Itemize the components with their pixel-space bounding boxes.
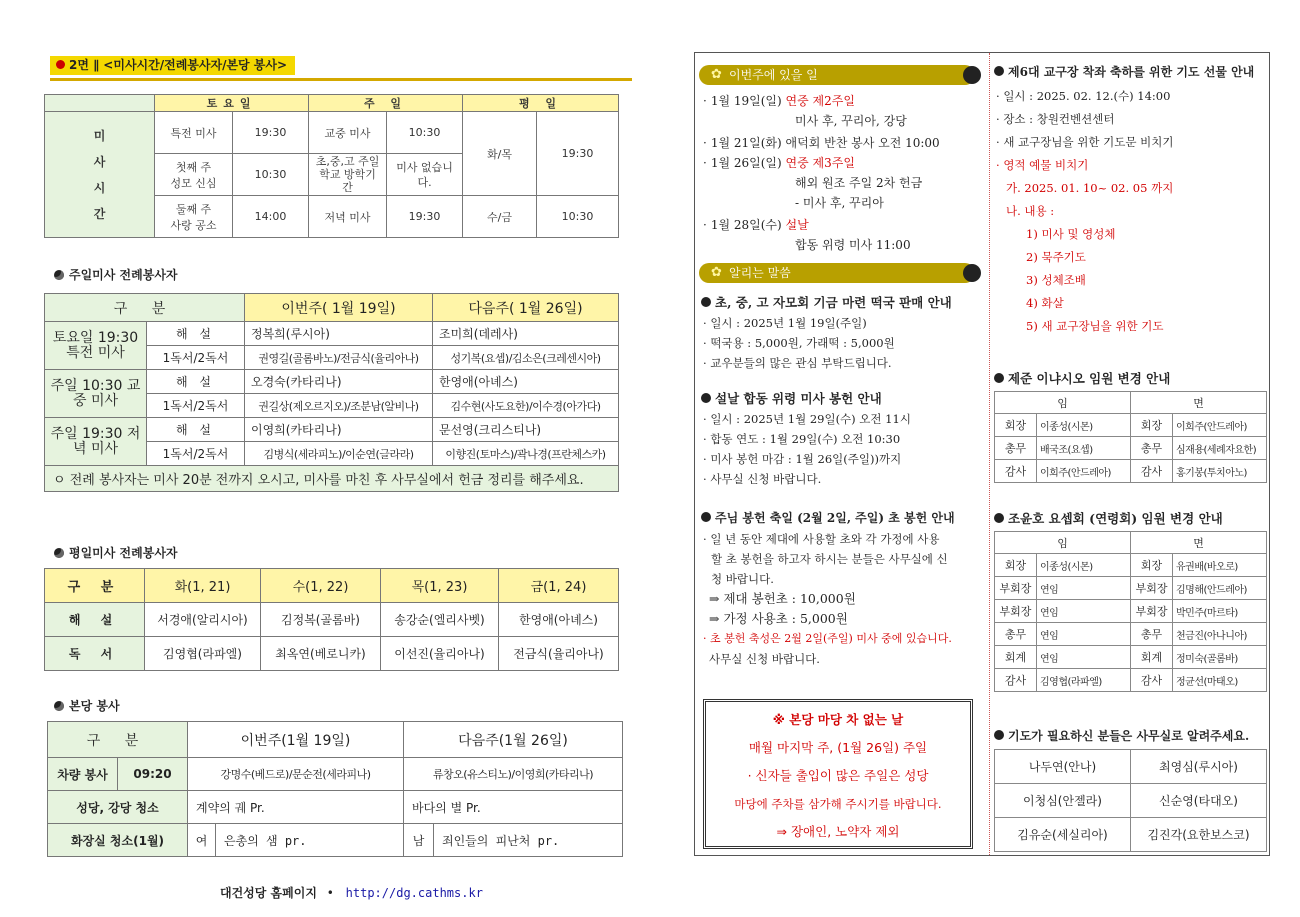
events-column [695,53,989,855]
sunday-servers-title: 주일미사 전례봉사자 [54,266,178,283]
group-label: 주일 10:30 교중 미사 [45,370,147,418]
server-next: 이향진(토마스)/곽나경(프란체스카) [433,442,619,466]
day-header: 목(1, 23) [381,569,499,603]
role: 해 설 [147,370,245,394]
sun-mass-time: 19:30 [387,196,463,238]
bullet-icon [994,513,1004,523]
bishop-prayer-title: 제6대 교구장 착좌 축하를 위한 기도 선물 안내 [994,63,1254,80]
bishop-prayer-body: · 일시 : 2025. 02. 12.(수) 14:00 · 장소 : 창원컨벤션센터 · 새 교구장님을 위한 기도문 비치기 · 영적 예물 비치기 가. 2025. 01. 10~ 02. 05 까지 나. 내용 : 1) 미사 및 영성체 2) 묵주기도 3) 성체조배 4) 화살 5) 새 교구장님을 위한 기도 [996,89,1174,333]
candle-title: 주님 봉헌 축일 (2월 2일, 주일) 초 봉헌 안내 [701,509,955,526]
bullet-icon [994,730,1004,740]
event-item: · 1월 19일(일) 연중 제2주일 미사 후, 꾸리아, 강당 [703,94,907,128]
sun-mass-time: 미사 없습니다. [387,154,463,196]
bullet-icon [54,548,64,558]
bullet-icon [701,512,711,522]
role: 해 설 [147,418,245,442]
women-team: 은총의 샘 pr. [216,824,404,857]
vehicle-next: 류창오(유스티노)/이영희(카타리나) [404,758,623,791]
server-next: 조미희(데레사) [433,322,619,346]
weekday-servers-title: 평일미사 전례봉사자 [54,544,178,561]
parish-service-table [47,721,623,857]
bullet-icon [54,270,64,280]
weekday-time: 10:30 [537,196,619,238]
this-week-header: 이번주( 1월 19일) [245,294,433,322]
page-tag: 2면 ∥ <미사시간/전례봉사자/본당 봉사> [50,56,295,75]
day-header: 화(1, 21) [145,569,261,603]
weekday-day: 수/금 [463,196,537,238]
announcements-column [989,53,1271,855]
server-next: 한영애(아녜스) [433,370,619,394]
server-this: 권영길(골롬바노)/전금식(율리아나) [245,346,433,370]
role: 1독서/2독서 [147,346,245,370]
sun-header: 주 일 [309,95,463,112]
server-name: 서경애(알리시아) [145,603,261,637]
bullet-icon [994,66,1004,76]
vehicle-this: 강명수(베드로)/문순전(세라피나) [188,758,404,791]
men-team: 죄인들의 피난처 pr. [434,824,623,857]
sun-mass-name: 초,중,고 주일학교 방학기간 [309,154,387,196]
group-label: 토요일 19:30 특전 미사 [45,322,147,370]
prayer-request-title: 기도가 필요하신 분들은 사무실로 알려주세요. [994,727,1249,744]
server-this: 김병식(세라피노)/이순연(글라라) [245,442,433,466]
sunday-servers-table [44,293,619,492]
row-label: 독 서 [45,637,145,671]
role: 1독서/2독서 [147,442,245,466]
weekday-time: 19:30 [537,112,619,196]
sat-mass-name: 둘째 주 사랑 공소 [155,196,233,238]
sun-mass-time: 10:30 [387,112,463,154]
server-name: 전금식(율리아나) [499,637,619,671]
sun-mass-name: 교중 미사 [309,112,387,154]
right-page [694,52,1270,856]
footer: 대건성당 홈페이지 • http://dg.cathms.kr [220,886,483,900]
header-rule [50,78,632,81]
server-this: 정복희(루시아) [245,322,433,346]
homepage-label: 대건성당 홈페이지 [220,886,317,900]
group-label: 주일 19:30 저녁 미사 [45,418,147,466]
event-item: · 1월 28일(수) 설날 합동 위령 미사 11:00 [703,218,911,252]
page-header [44,52,632,82]
joseph-table: 임 면 회장 이종성(시몬) 회장 유권배(바오로) 부회장 연임 부회장 김명해(안드레아) 부회장 연임 부회장 박민주(마르타) 총무 연임 총무 천금진(아나니아) 회계 연임 회계 정미숙(골롬바) 감사 김영협(라파엘) 감사 정균선(마태오) [994,531,1267,692]
bullet-icon [701,393,711,403]
server-name: 한영애(아녜스) [499,603,619,637]
server-name: 송강순(엘리사벳) [381,603,499,637]
red-dot-icon [56,60,65,69]
sat-mass-name: 첫째 주 성모 신심 [155,154,233,196]
sat-mass-name: 특전 미사 [155,112,233,154]
joseph-title: 조윤호 요셉회 (연령회) 임원 변경 안내 [994,509,1223,527]
server-this: 이영희(카타리나) [245,418,433,442]
server-this: 오경숙(카타리나) [245,370,433,394]
lunar-body: · 일시 : 2025년 1월 29일(수) 오전 11시 · 합동 연도 : 1월 29일(수) 오전 10:30 · 미사 봉헌 마감 : 1월 26일(주일))까지 · 사무실 신청 바랍니다. [703,412,911,486]
ricecake-body: · 일시 : 2025년 1월 19일(주일) · 떡국용 : 5,000원, 가래떡 : 5,000원 · 교우분들의 많은 관심 부탁드립니다. [703,316,895,370]
events-list [703,91,985,255]
next-week-header: 다음주(1월 26일) [404,722,623,758]
mass-times-side-label: 미 사 시 간 [45,112,155,238]
no-car-notice-box: ※ 본당 마당 차 없는 날 매월 마지막 주, (1월 26일) 주일 · 신자들 출입이 많은 주일은 성당 마당에 주차를 삼가해 주시기를 바랍니다. ⇒ 장애인, 노약자 제외 [703,699,973,849]
men-label: 남 [404,824,434,857]
ignatius-table: 임 면 회장 이종성(시몬) 회장 이희주(안드레아) 총무 배국조(요셉) 총무 심재용(세례자요한) 감사 이희주(안드레아) 감사 홍기봉(투치아노) [994,391,1267,483]
candle-body: · 일 년 동안 제대에 사용할 초와 각 가정에 사용 할 초 봉헌을 하고자 하시는 분들은 사무실에 신 청 바랍니다. ⇒ 제대 봉헌초 : 10,000원 ⇒ 가정 사용초 : 5,000원 · 초 봉헌 축성은 2월 2일(주일) 미사 중에 있습니다. 사무실 신청 바랍니다. [703,532,952,666]
server-next: 김수현(사도요한)/이수경(아가다) [433,394,619,418]
cleaning-this: 계약의 궤 Pr. [188,791,404,824]
mass-times-table [44,94,619,238]
left-page [44,52,632,848]
server-next: 성기복(요셉)/김소은(크레센시아) [433,346,619,370]
bullet-icon [54,701,64,711]
event-item: · 1월 26일(일) 연중 제3주일 해외 원조 주일 2차 헌금 - 미사 후, 꾸리아 [703,156,923,210]
flower-icon: ✿ [711,67,722,82]
this-week-events-banner: ✿ 이번주에 있을 일 [699,65,975,85]
lunar-title: 설날 합동 위령 미사 봉헌 안내 [701,389,882,407]
sun-mass-name: 저녁 미사 [309,196,387,238]
cleaning-next: 바다의 별 Pr. [404,791,623,824]
ignatius-title: 제준 이냐시오 임원 변경 안내 [994,369,1170,387]
server-name: 김정복(골롬바) [261,603,381,637]
role: 1독서/2독서 [147,394,245,418]
homepage-link[interactable]: http://dg.cathms.kr [345,886,483,900]
next-week-header: 다음주( 1월 26일) [433,294,619,322]
sat-mass-time: 19:30 [233,112,309,154]
prayer-request-table: 나두연(안나) 최영심(루시아) 이청심(안젤라) 신순영(타대오) 김유순(세실리아) 김진각(요한보스코) [994,749,1267,852]
server-name: 김영협(라파엘) [145,637,261,671]
notices-banner: ✿ 알리는 말씀 [699,263,975,283]
col-label: 구 분 [48,722,188,758]
col-label: 구 분 [45,569,145,603]
bullet-icon [994,373,1004,383]
this-week-header: 이번주(1월 19일) [188,722,404,758]
event-item: · 1월 21일(화) 애덕회 반찬 봉사 오전 10:00 [703,136,940,150]
weekday-day: 화/목 [463,112,537,196]
sat-header: 토요일 [155,95,309,112]
ricecake-title: 초, 중, 고 자모회 기금 마련 떡국 판매 안내 [701,293,952,311]
role: 해 설 [147,322,245,346]
server-name: 최옥연(베로니카) [261,637,381,671]
row-label: 해 설 [45,603,145,637]
weekday-servers-table [44,568,619,671]
sat-mass-time: 10:30 [233,154,309,196]
server-this: 권길상(제오르지오)/조분남(알비나) [245,394,433,418]
server-name: 이선진(율리아나) [381,637,499,671]
sat-mass-time: 14:00 [233,196,309,238]
server-note: ㅇ 전례 봉사자는 미사 20분 전까지 오시고, 미사를 마친 후 사무실에서 헌금 정리를 해주세요. [45,466,619,492]
weekday-header: 평 일 [463,95,619,112]
day-header: 금(1, 24) [499,569,619,603]
vehicle-time: 09:20 [118,758,188,791]
restroom-label: 화장실 청소(1월) [48,824,188,857]
col-label: 구 분 [45,294,245,322]
cleaning-label: 성당, 강당 청소 [48,791,188,824]
day-header: 수(1, 22) [261,569,381,603]
server-next: 문선영(크리스티나) [433,418,619,442]
parish-service-title: 본당 봉사 [54,697,120,714]
women-label: 여 [188,824,216,857]
vehicle-label: 차량 봉사 [48,758,118,791]
flower-icon: ✿ [711,265,722,280]
bullet-icon [701,297,711,307]
